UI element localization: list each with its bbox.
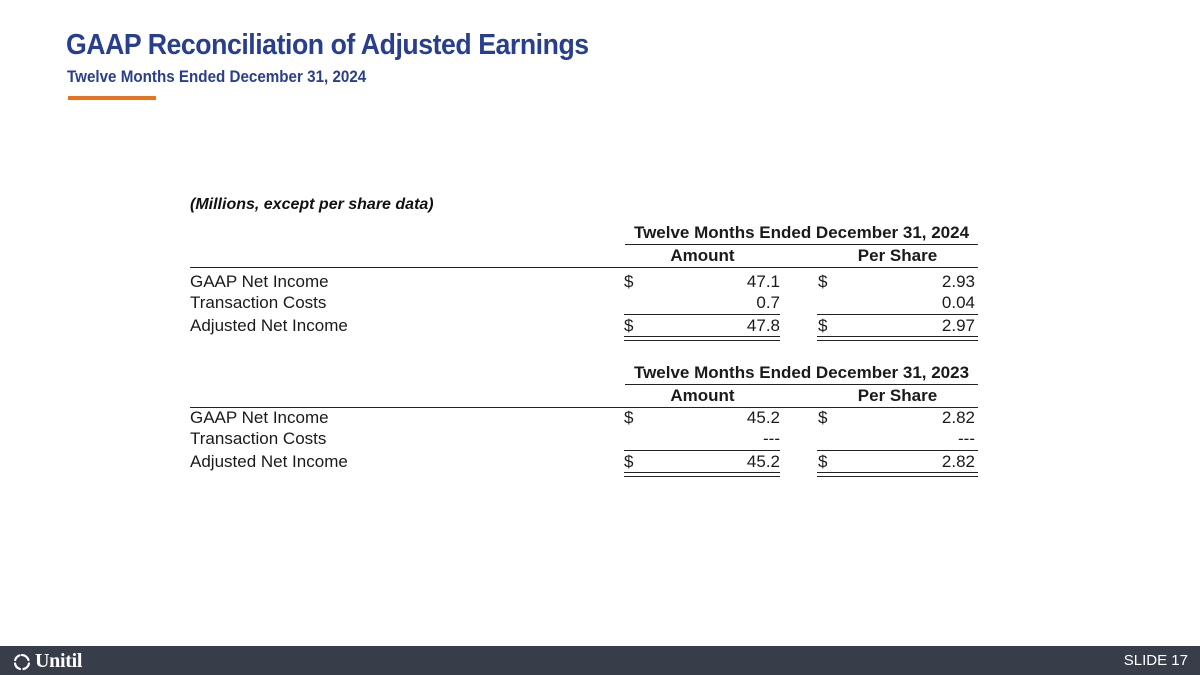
row-label: GAAP Net Income: [190, 272, 329, 291]
row-label: Transaction Costs: [190, 429, 327, 448]
per-share-value: 2.97: [941, 316, 975, 335]
currency-symbol: $: [624, 452, 634, 471]
amount-value: 45.2: [746, 408, 780, 427]
footer-bar: [0, 646, 1200, 675]
table-row-gaap-net-income: [190, 271, 978, 293]
currency-symbol: $: [818, 408, 828, 427]
table-period-header: Twelve Months Ended December 31, 2024: [625, 222, 978, 245]
company-logo: [12, 650, 82, 673]
total-double-rule-per-share: [817, 472, 978, 477]
page-title: GAAP Reconciliation of Adjusted Earnings: [66, 29, 589, 61]
amount-value: ---: [763, 429, 780, 448]
header-rule: [190, 267, 978, 268]
amount-value: 0.7: [756, 293, 780, 312]
per-share-value: 2.82: [941, 452, 975, 471]
currency-symbol: $: [624, 316, 634, 335]
amount-value: 45.2: [746, 452, 780, 471]
amount-value: 47.8: [746, 316, 780, 335]
reconciliation-table-2024: [190, 222, 978, 342]
logo-wordmark: Unitil: [35, 650, 83, 672]
row-label: Adjusted Net Income: [190, 316, 348, 335]
table-row-transaction-costs: [190, 428, 978, 450]
currency-symbol: $: [624, 272, 634, 291]
title-accent-bar: [68, 96, 156, 100]
total-double-rule-amount: [624, 472, 780, 477]
currency-symbol: $: [818, 272, 828, 291]
column-header-per-share: Per Share: [857, 246, 938, 265]
table-row-adjusted-net-income: [190, 451, 978, 473]
table-row-adjusted-net-income: [190, 315, 978, 337]
slide-number: SLIDE 17: [1123, 652, 1188, 669]
row-label: Adjusted Net Income: [190, 452, 348, 471]
row-label: Transaction Costs: [190, 293, 327, 312]
per-share-value: 2.93: [941, 272, 975, 291]
per-share-value: 0.04: [941, 293, 975, 312]
currency-symbol: $: [624, 408, 634, 427]
table-period-header: Twelve Months Ended December 31, 2023: [625, 362, 978, 385]
total-double-rule-per-share: [817, 336, 978, 341]
column-header-amount: Amount: [670, 246, 735, 265]
total-double-rule-amount: [624, 336, 780, 341]
column-header-per-share: Per Share: [857, 386, 938, 405]
currency-symbol: $: [818, 316, 828, 335]
currency-symbol: $: [818, 452, 828, 471]
page-subtitle: Twelve Months Ended December 31, 2024: [67, 68, 367, 86]
table-row-gaap-net-income: [190, 407, 978, 429]
units-note: (Millions, except per share data): [190, 196, 434, 213]
unitil-swirl-icon: [12, 652, 32, 672]
amount-value: 47.1: [746, 272, 780, 291]
row-label: GAAP Net Income: [190, 408, 329, 427]
per-share-value: 2.82: [941, 408, 975, 427]
column-header-amount: Amount: [670, 386, 735, 405]
table-row-transaction-costs: [190, 292, 978, 314]
per-share-value: ---: [958, 429, 975, 448]
reconciliation-table-2023: [190, 362, 978, 482]
